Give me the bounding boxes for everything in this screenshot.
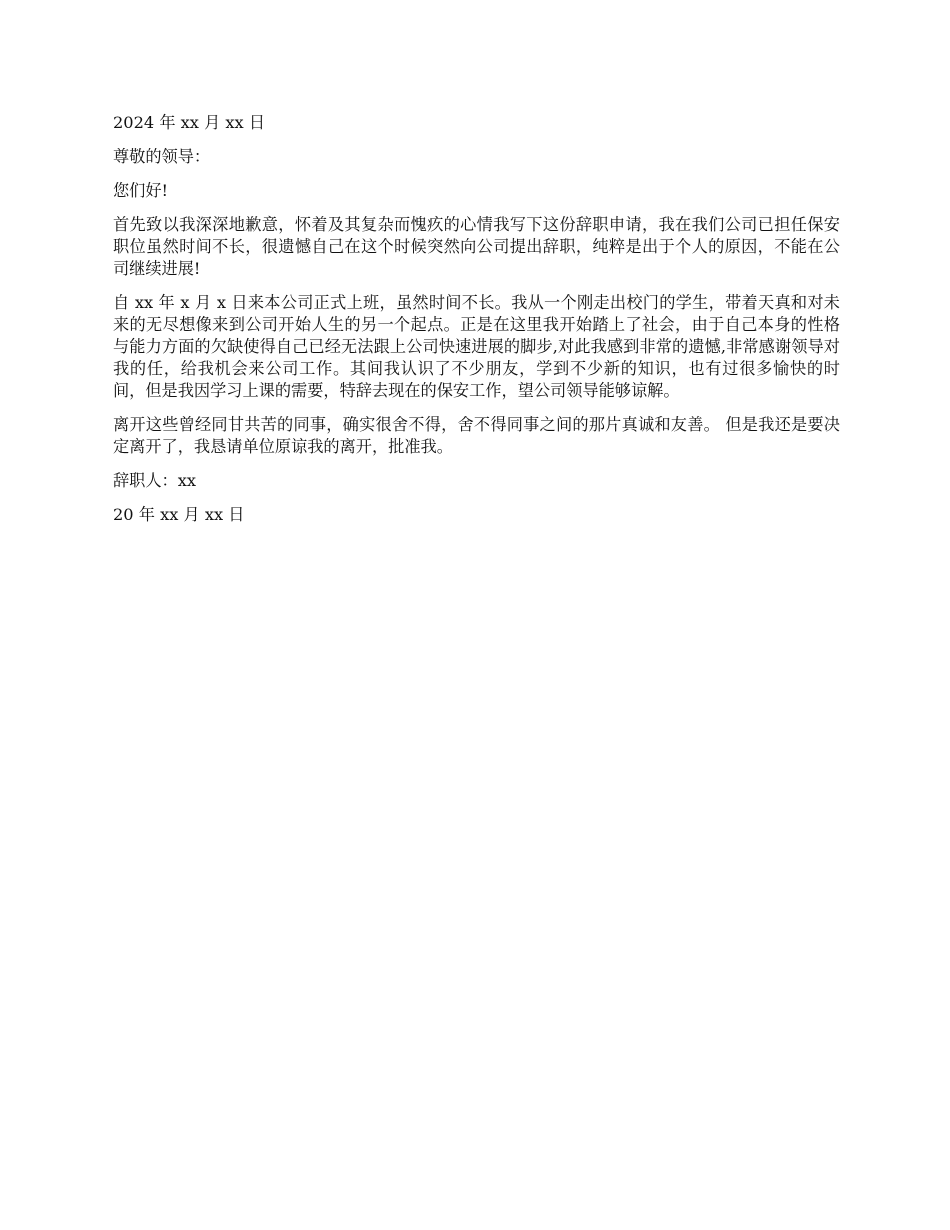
letter-date-bottom: 20 年 xx 月 xx 日 [113,505,245,524]
letter-body [113,112,840,538]
letter-date-top: 2024 年 xx 月 xx 日 [113,113,266,132]
letter-signature: 辞职人：xx [113,471,197,490]
letter-paragraph-background: 自 xx 年 x 月 x 日来本公司正式上班，虽然时间不长。我从一个刚走出校门的学生，带着天真和对未来的无尽想像来到公司开始人生的另一个起点。正是在这里我开始踏上了社会，由于自己本身的性格与能力方面的欠缺使得自己已经无法跟上公司快速进展的脚步,对此我感到非常的遗憾,非常感谢领导对我的任，给我机会来公司工作。其间我认识了不少朋友，学到不少新的知识，也有过很多愉快的时间，但是我因学习上课的需要，特辞去现在的保安工作，望公司领导能够谅解。 [113,293,840,400]
letter-salutation: 尊敬的领导： [113,147,211,166]
letter-paragraph-apology: 首先致以我深深地歉意，怀着及其复杂而愧疚的心情我写下这份辞职申请，我在我们公司已担任保安职位虽然时间不长，很遗憾自己在这个时候突然向公司提出辞职，纯粹是出于个人的原因，不能在公司继续进展! [113,215,840,278]
letter-greeting: 您们好! [113,181,169,200]
letter-paragraph-farewell: 离开这些曾经同甘共苦的同事，确实很舍不得，舍不得同事之间的那片真诚和友善。 但是我还是要决定离开了，我恳请单位原谅我的离开，批准我。 [113,415,840,456]
